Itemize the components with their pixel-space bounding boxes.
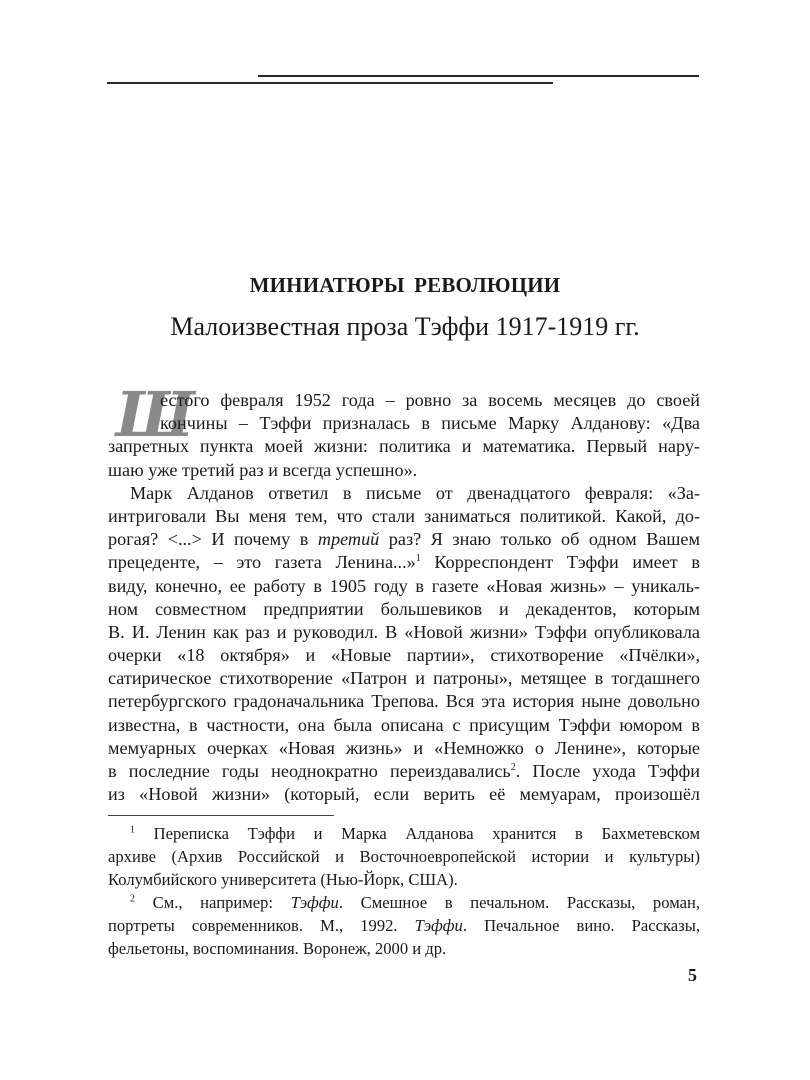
- footnote-1-line: Колумбийского университета (Нью-Йорк, США).: [108, 870, 458, 889]
- chapter-title: МИНИАТЮРЫ РЕВОЛЮЦИИ: [249, 273, 561, 297]
- footnote-2-line: [108, 891, 700, 914]
- header-rule-top: [258, 75, 699, 77]
- drop-cap: Ш: [116, 378, 195, 451]
- text-line: [108, 551, 700, 574]
- italic-word: третий: [317, 529, 380, 550]
- text-line: [108, 760, 700, 783]
- text-span: . Печальное вино. Рассказы,: [462, 916, 700, 935]
- text-line: петербургского градоначальника Трепова. Вся эта история ныне довольно: [108, 691, 700, 712]
- footnote-2-line: [108, 914, 700, 937]
- text-span: раз? Я знаю только об одном Вашем: [379, 529, 700, 550]
- text-line: сатирическое стихотворение «Патрон и патроны», метящее в тогдашнего: [108, 668, 700, 689]
- footnote-number: 2: [130, 893, 135, 905]
- footnote-ref-2[interactable]: 2: [510, 761, 516, 773]
- text-span: Корреспондент Тэффи имеет в: [420, 552, 700, 573]
- footnote-number: 1: [130, 824, 135, 836]
- chapter-subtitle: Малоизвестная проза Тэффи 1917-1919 гг.: [170, 312, 640, 341]
- text-span: портреты современников. М., 1992.: [108, 916, 415, 935]
- footnote-ref-1[interactable]: 1: [415, 553, 421, 565]
- text-line: кончины – Тэффи призналась в письме Марку Алданову: «Два: [160, 413, 700, 434]
- text-line: известна, в частности, она была описана с присущим Тэффи юмором в: [108, 714, 700, 735]
- text-line: интриговали Вы меня тем, что стали заниматься политикой. Какой, до-: [108, 505, 700, 526]
- text-line: очерки «18 октября» и «Новые партии», стихотворение «Пчёлки»,: [108, 645, 700, 666]
- footnotes: [108, 822, 700, 960]
- text-line: мемуарных очерках «Новая жизнь» и «Немножко о Ленине», которые: [108, 737, 700, 758]
- text-line: шаю уже третий раз и всегда успешно».: [108, 459, 418, 480]
- text-span: Переписка Тэффи и Марка Алданова хранится в Бахметевском: [153, 824, 700, 843]
- text-line: [108, 528, 700, 551]
- body-text: [108, 389, 700, 806]
- footnote-1-line: архиве (Архив Российской и Восточноевропейской истории и культуры): [108, 847, 700, 866]
- text-span: . Смешное в печальном. Рассказы, роман,: [338, 893, 700, 912]
- text-line: Марк Алданов ответил в письме от двенадцатого февраля: «За-: [130, 482, 700, 503]
- text-span: . После ухода Тэффи: [515, 761, 700, 781]
- text-span: в последние годы неоднократно переиздавались: [108, 761, 511, 781]
- italic-author: Тэффи: [290, 893, 339, 912]
- text-line: из «Новой жизни» (который, если верить её мемуарам, произошёл: [108, 784, 700, 805]
- footnote-1-line: [108, 822, 700, 845]
- header-rule-bottom: [107, 82, 553, 84]
- text-span: прецеденте, – это газета Ленина...»: [108, 552, 416, 573]
- text-span: рогая? <...> И почему в: [108, 529, 318, 550]
- text-line: естого февраля 1952 года – ровно за восемь месяцев до своей: [160, 390, 700, 410]
- italic-author: Тэффи: [414, 916, 463, 935]
- text-span: См., например:: [152, 893, 291, 912]
- page-number: 5: [688, 965, 697, 985]
- footnote-separator: [108, 815, 334, 816]
- text-line: виду, конечно, ее работу в 1905 году в газете «Новая жизнь» – уникаль-: [108, 575, 700, 596]
- text-line: запретных пункта моей жизни: политика и математика. Первый нару-: [108, 436, 700, 457]
- footnote-2-line: фельетоны, воспоминания. Воронеж, 2000 и др.: [108, 939, 447, 958]
- text-line: В. И. Ленин как раз и руководил. В «Новой жизни» Тэффи опубликовала: [108, 621, 700, 642]
- text-line: ном совместном предприятии большевиков и декадентов, которым: [108, 598, 700, 619]
